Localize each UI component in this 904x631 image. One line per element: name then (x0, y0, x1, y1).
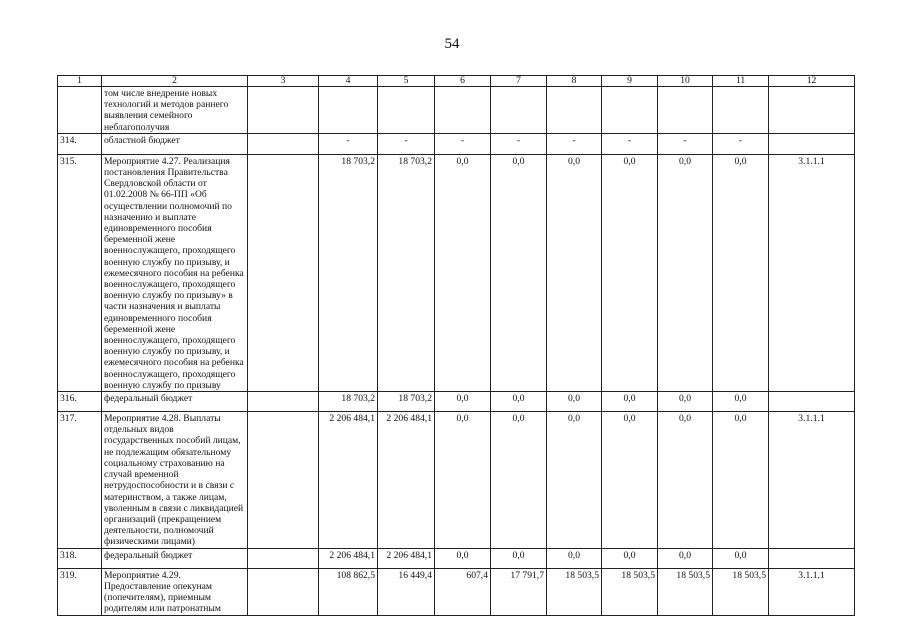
cell: 0,0 (602, 548, 658, 568)
cell: 3.1.1.1 (769, 412, 855, 548)
cell (378, 87, 435, 134)
column-header: 1 (58, 76, 102, 87)
cell (248, 87, 319, 134)
cell: 607,4 (435, 568, 491, 615)
column-header: 2 (102, 76, 248, 87)
cell: 0,0 (435, 412, 491, 548)
column-header: 12 (769, 76, 855, 87)
cell: 0,0 (602, 392, 658, 412)
cell: 18 703,2 (378, 154, 435, 391)
cell: 18 503,5 (713, 568, 769, 615)
cell: 0,0 (435, 548, 491, 568)
cell: 0,0 (435, 154, 491, 391)
table-row (58, 548, 855, 568)
column-header: 11 (713, 76, 769, 87)
cell (769, 87, 855, 134)
cell: 0,0 (658, 392, 713, 412)
cell: 0,0 (713, 548, 769, 568)
cell: 17 791,7 (491, 568, 547, 615)
row-number: 317. (58, 412, 102, 548)
cell: 0,0 (491, 548, 547, 568)
cell (769, 548, 855, 568)
column-header: 3 (248, 76, 319, 87)
cell: 2 206 484,1 (378, 548, 435, 568)
cell: 0,0 (658, 548, 713, 568)
cell: 18 703,2 (319, 392, 378, 412)
cell (602, 87, 658, 134)
cell: - (435, 133, 491, 154)
row-name: областной бюджет (102, 133, 248, 154)
cell: - (602, 133, 658, 154)
table-row (58, 87, 855, 134)
row-name: том числе внедрение новых технологий и методов раннего выявления семейного неблагополучия (102, 87, 248, 134)
row-name: Мероприятие 4.27. Реализация постановления Правительства Свердловской области от 01.02.2008 № 66-ПП «Об осуществлении полномочий по назначению и выплате единовременного пособия беременной жене военнослужащего, проходящего военную службу по призыву, и ежемесячного пособия на ребенка военнослужащего, проходящего военную службу по призыву» в части назначения и выплаты единовременного пособия беременной жене военнослужащего, проходящего военную службу по призыву, и ежемесячного пособия на ребенка военнослужащего, проходящего военную службу по призыву (102, 154, 248, 391)
cell (248, 412, 319, 548)
cell (491, 87, 547, 134)
column-number-row (58, 76, 855, 87)
cell: - (319, 133, 378, 154)
column-header: 10 (658, 76, 713, 87)
cell: 0,0 (713, 412, 769, 548)
cell (547, 87, 602, 134)
column-header: 5 (378, 76, 435, 87)
cell: 0,0 (658, 154, 713, 391)
row-name: Мероприятие 4.29. Предоставление опекунам (попечителям), приемным родителям или патронатным (102, 568, 248, 615)
column-header: 7 (491, 76, 547, 87)
cell: 0,0 (491, 154, 547, 391)
cell: 0,0 (547, 548, 602, 568)
cell (769, 392, 855, 412)
cell: 0,0 (547, 392, 602, 412)
table-row (58, 568, 855, 615)
row-number: 314. (58, 133, 102, 154)
row-number: 316. (58, 392, 102, 412)
cell (319, 87, 378, 134)
column-header: 4 (319, 76, 378, 87)
cell (248, 154, 319, 391)
cell: 0,0 (713, 154, 769, 391)
cell (658, 87, 713, 134)
row-name: федеральный бюджет (102, 548, 248, 568)
cell: 108 862,5 (319, 568, 378, 615)
cell (713, 87, 769, 134)
cell (248, 392, 319, 412)
cell: 2 206 484,1 (378, 412, 435, 548)
cell (248, 548, 319, 568)
column-header: 9 (602, 76, 658, 87)
table-row (58, 154, 855, 391)
cell: 0,0 (435, 392, 491, 412)
table-row (58, 133, 855, 154)
column-header: 8 (547, 76, 602, 87)
cell: 2 206 484,1 (319, 548, 378, 568)
row-number: 315. (58, 154, 102, 391)
cell: 0,0 (491, 392, 547, 412)
cell (248, 568, 319, 615)
cell: 18 703,2 (319, 154, 378, 391)
cell: 0,0 (491, 412, 547, 548)
cell: 2 206 484,1 (319, 412, 378, 548)
cell: - (547, 133, 602, 154)
cell (435, 87, 491, 134)
cell: - (713, 133, 769, 154)
cell: 0,0 (713, 392, 769, 412)
cell: 3.1.1.1 (769, 154, 855, 391)
row-name: Мероприятие 4.28. Выплаты отдельных видов государственных пособий лицам, не подлежащим обязательному социальному страхованию на случай временной нетрудоспособности и в связи с материнством, а также лицам, уволенным в связи с ликвидацией организаций (прекращением деятельности, полномочий физическими лицами) (102, 412, 248, 548)
row-name: федеральный бюджет (102, 392, 248, 412)
page-number: 54 (444, 36, 460, 52)
column-header: 6 (435, 76, 491, 87)
table-row (58, 412, 855, 548)
row-number (58, 87, 102, 134)
cell: 18 503,5 (658, 568, 713, 615)
row-number: 318. (58, 548, 102, 568)
cell: - (378, 133, 435, 154)
cell: 18 503,5 (602, 568, 658, 615)
cell: 0,0 (658, 412, 713, 548)
cell: 18 503,5 (547, 568, 602, 615)
cell: - (491, 133, 547, 154)
cell: 0,0 (602, 412, 658, 548)
cell: 0,0 (547, 154, 602, 391)
budget-table (57, 75, 855, 616)
cell: - (658, 133, 713, 154)
cell (769, 133, 855, 154)
cell: 0,0 (602, 154, 658, 391)
row-number: 319. (58, 568, 102, 615)
cell: 18 703,2 (378, 392, 435, 412)
cell: 3.1.1.1 (769, 568, 855, 615)
cell (248, 133, 319, 154)
table-row (58, 392, 855, 412)
cell: 16 449,4 (378, 568, 435, 615)
cell: 0,0 (547, 412, 602, 548)
